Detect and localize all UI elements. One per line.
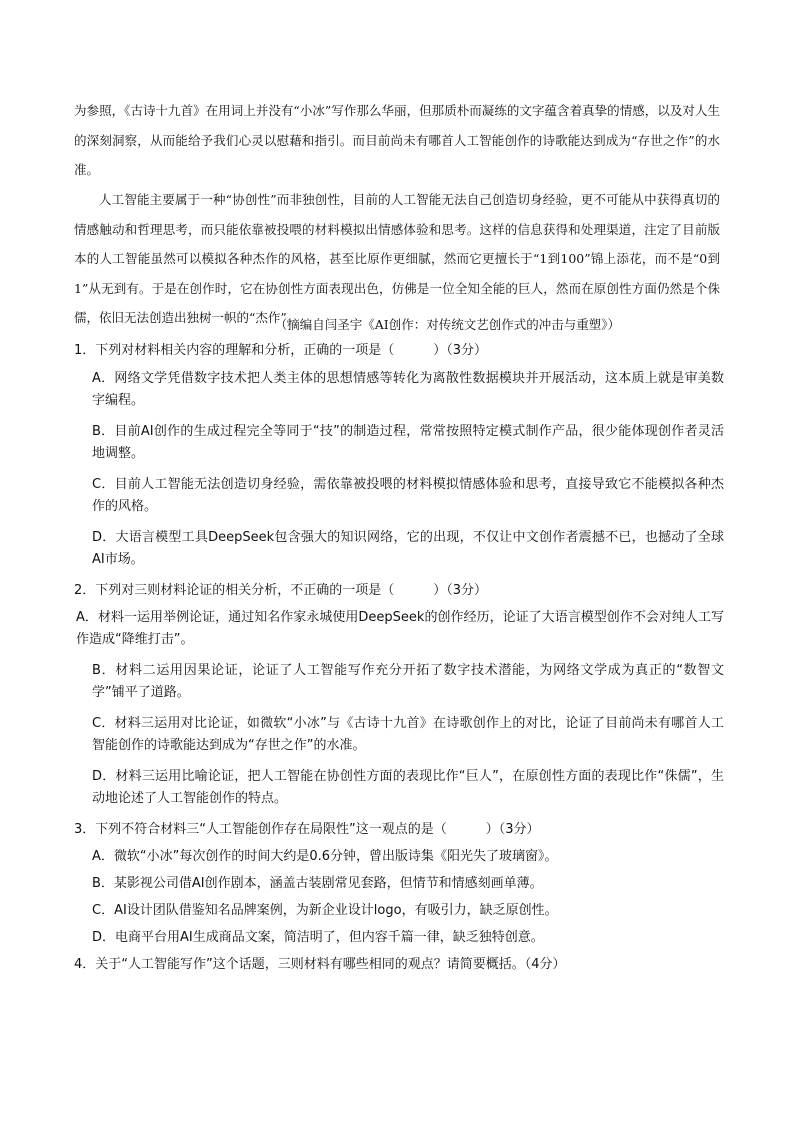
question-1-option-c[interactable]: C．目前人工智能无法创造切身经验，需依靠被投喂的材料模拟情感体验和思考，直接导致它不能模拟各种杰作的风格。 xyxy=(92,477,724,514)
question-1-option-a[interactable]: A．网络文学凭借数字技术把人类主体的思想情感等转化为离散性数据模块并开展活动，这本质上就是审美数字编程。 xyxy=(92,371,724,408)
question-1-option-d[interactable]: D．大语言模型工具DeepSeek包含强大的知识网络，它的出现，不仅让中文创作者震撼不已，也撼动了全球AI市场。 xyxy=(92,530,724,567)
passage-paragraph-2 xyxy=(74,185,720,333)
question-4-stem: 4．关于“人工智能写作”这个话题，三则材料有哪些相同的观点？请简要概括。（4分） xyxy=(74,957,566,972)
question-1-stem: 1．下列对材料相关内容的理解和分析，正确的一项是（ ）（3分） xyxy=(74,343,488,358)
question-1-option-b[interactable]: B．目前AI创作的生成过程完全等同于“技”的制造过程，常常按照特定模式制作产品，很少能体现创作者灵活地调整。 xyxy=(92,424,724,461)
question-3-option-a[interactable]: A．微软“小冰”每次创作的时间大约是0.6分钟，曾出版诗集《阳光失了玻璃窗》。 xyxy=(92,849,558,864)
passage-text: 为参照，《古诗十九首》在用词上并没有“小冰”写作那么华丽，但那质朴而凝练的文字蕴含着真挚的情感，以及对人生的深刻洞察，从而能给予我们心灵以慰藉和指引。而目前尚未有哪首人工智能创作的诗歌能达到成为“存世之作”的水准。 xyxy=(74,103,720,177)
passage-paragraph-1 xyxy=(74,96,720,185)
question-2-option-d[interactable]: D．材料三运用比喻论证，把人工智能在协创性方面的表现比作“巨人”，在原创性方面的表现比作“侏儒”，生动地论述了人工智能创作的特点。 xyxy=(92,769,724,806)
question-2-stem: 2．下列对三则材料论证的相关分析，不正确的一项是（ ）（3分） xyxy=(74,583,488,598)
question-3-stem: 3．下列不符合材料三“人工智能创作存在局限性”这一观点的是（ ）（3分） xyxy=(74,822,540,837)
question-2-option-a[interactable]: A．材料一运用举例论证，通过知名作家永城使用DeepSeek的创作经历，论证了大语言模型创作不会对纯人工写作造成“降维打击”。 xyxy=(76,610,724,647)
question-3-option-d[interactable]: D．电商平台用AI生成商品文案，简洁明了，但内容千篇一律，缺乏独特创意。 xyxy=(92,930,544,945)
question-2-option-b[interactable]: B．材料二运用因果论证，论证了人工智能写作充分开拓了数字技术潜能，为网络文学成为真正的“数智文学”铺平了道路。 xyxy=(92,663,724,700)
question-2-option-c[interactable]: C．材料三运用对比论证，如微软“小冰”与《古诗十九首》在诗歌创作上的对比，论证了目前尚未有哪首人工智能创作的诗歌能达到成为“存世之作”的水准。 xyxy=(92,716,724,753)
question-3-option-c[interactable]: C．AI设计团队借鉴知名品牌案例，为新企业设计logo，有吸引力，缺乏原创性。 xyxy=(92,903,558,918)
passage-text: 人工智能主要属于一种“协创性”而非独创性，目前的人工智能无法自己创造切身经验，更不可能从中获得真切的情感触动和哲理思考，而只能依靠被投喂的材料模拟出情感体验和思考。这样的信息获得和处理渠道，注定了目前版本的人工智能虽然可以模拟各种杰作的风格，甚至比原作更细腻，然而它更擅长于“1到100”锦上添花，而不是“0到1”从无到有。于是在创作时，它在协创性方面表现出色，仿佛是一位全知全能的巨人，然而在原创性方面仍然是个侏儒，依旧无法创造出独树一帜的“杰作”。 xyxy=(74,192,720,325)
question-3-option-b[interactable]: B．某影视公司借AI创作剧本，涵盖古装剧常见套路，但情节和情感刻画单薄。 xyxy=(92,876,543,891)
passage-source: （摘编自闫圣宇《AI创作：对传统文艺创作式的冲击与重塑》） xyxy=(274,317,620,332)
